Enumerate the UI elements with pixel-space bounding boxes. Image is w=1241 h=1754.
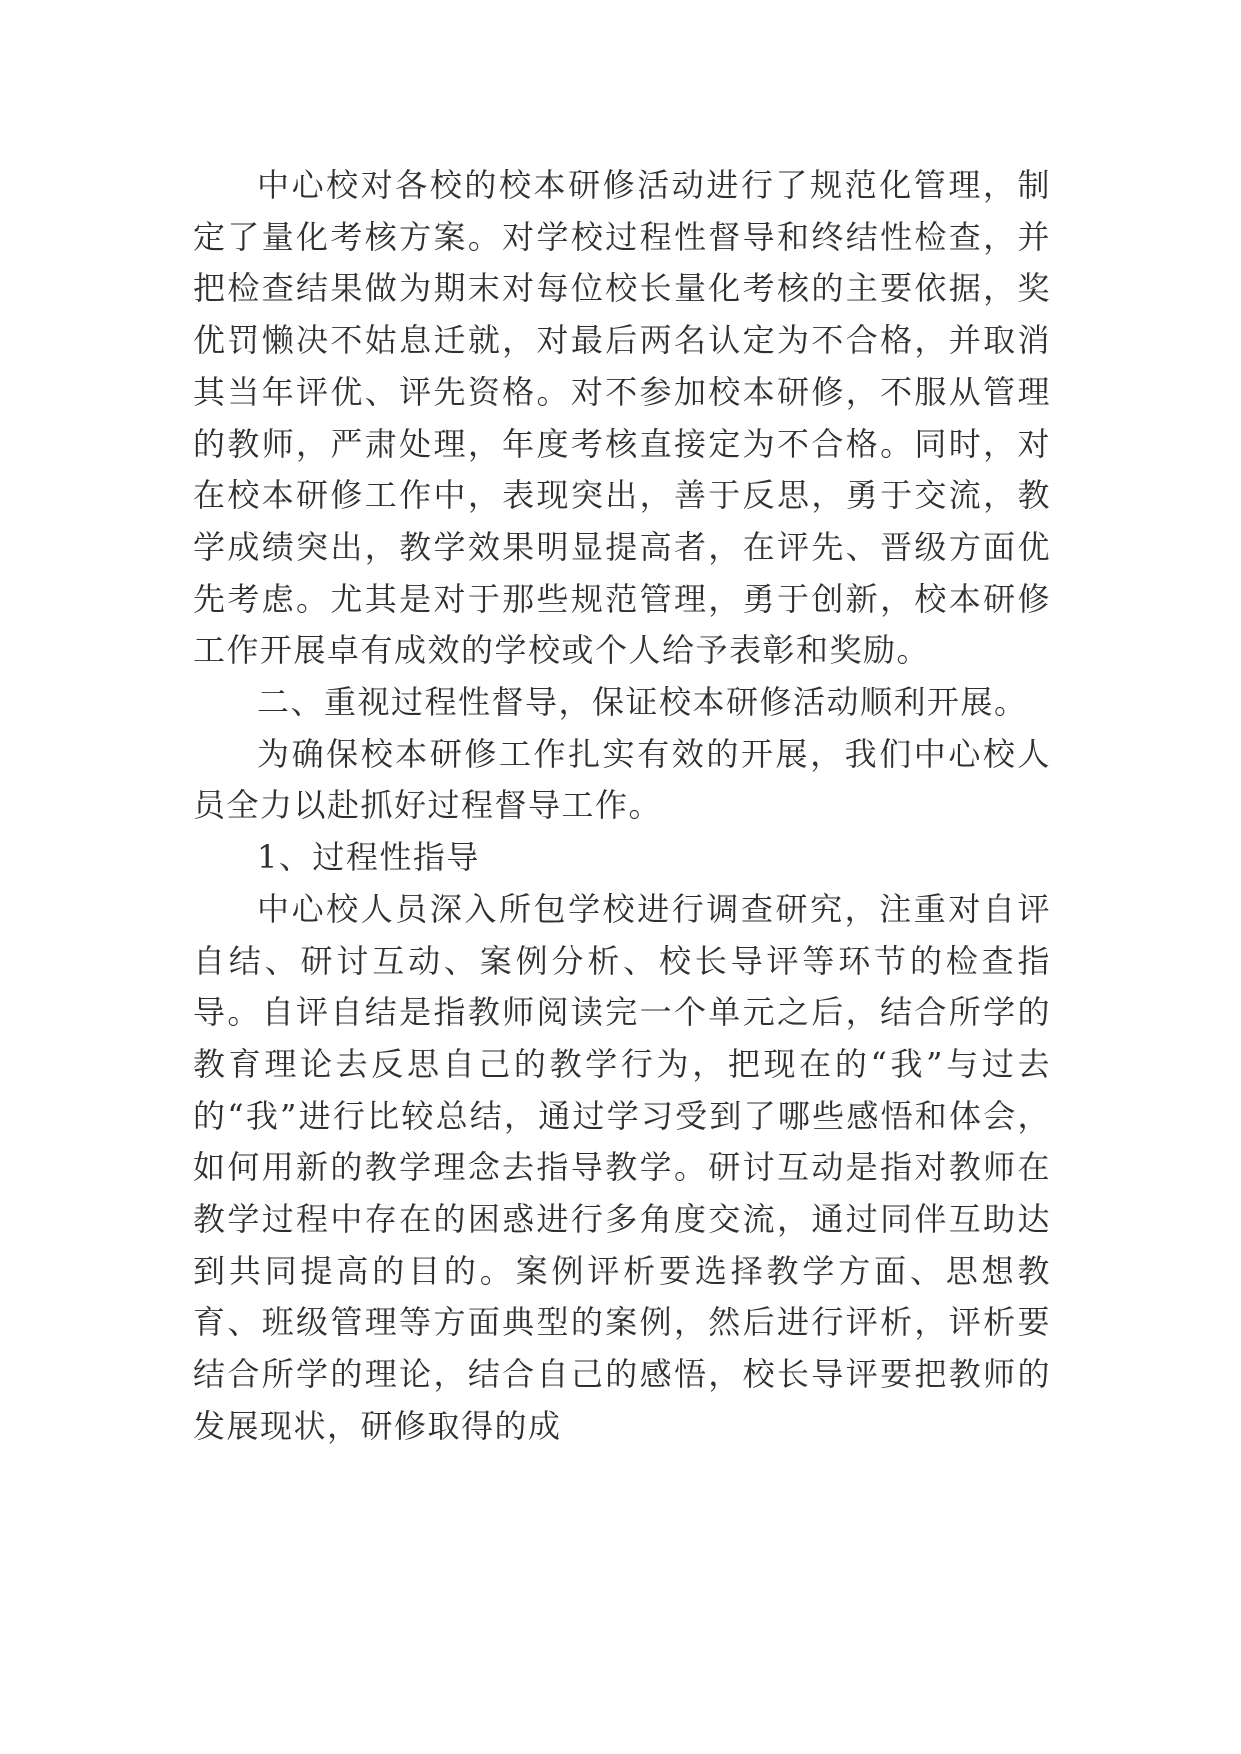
- section-heading-process-supervision: 二、重视过程性督导，保证校本研修活动顺利开展。: [257, 683, 1028, 722]
- paragraph-guidance-details: 中心校人员深入所包学校进行调查研究，注重对自评自结、研讨互动、案例分析、校长导评等环节的检查指导。自评自结是指教师阅读完一个单元之后，结合所学的教育理论去反思自己的教学行为，把现在的“我”与过去的“我”进行比较总结，通过学习受到了哪些感悟和体会，如何用新的教学理念去指导教学。研讨互动是指对教师在教学过程中存在的困惑进行多角度交流，通过同伴互助达到共同提高的目的。案例评析要选择教学方面、思想教育、班级管理等方面典型的案例，然后进行评析，评析要结合所学的理论，结合自己的感悟，校长导评要把教师的发展现状，研修取得的成: [193, 889, 1051, 1445]
- paragraph-supervision-intro: 为确保校本研修工作扎实有效的开展，我们中心校人员全力以赴抓好过程督导工作。: [193, 734, 1051, 825]
- document-body: [193, 160, 1051, 1453]
- subheading-process-guidance: 1、过程性指导: [257, 838, 480, 877]
- paragraph-management-rules: 中心校对各校的校本研修活动进行了规范化管理，制定了量化考核方案。对学校过程性督导和终结性检查，并把检查结果做为期末对每位校长量化考核的主要依据，奖优罚懒决不姑息迁就，对最后两名认定为不合格，并取消其当年评优、评先资格。对不参加校本研修，不服从管理的教师，严肃处理，年度考核直接定为不合格。同时，对在校本研修工作中，表现突出，善于反思，勇于交流，教学成绩突出，教学效果明显提高者，在评先、晋级方面优先考虑。尤其是对于那些规范管理，勇于创新，校本研修工作开展卓有成效的学校或个人给予表彰和奖励。: [193, 166, 1051, 670]
